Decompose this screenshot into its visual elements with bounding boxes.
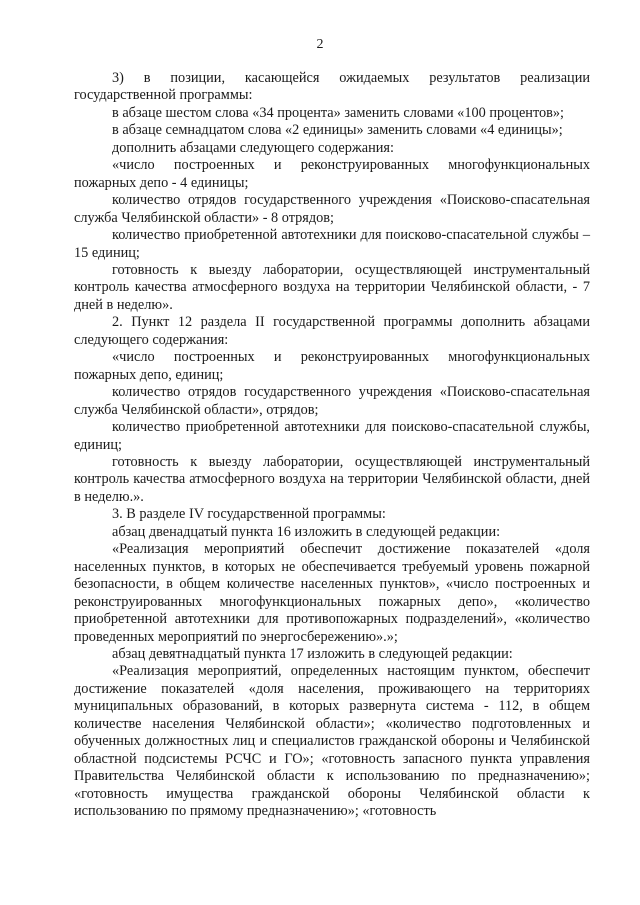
paragraph: количество приобретенной автотехники для поисково-спасательной службы, единиц; [74, 419, 590, 453]
paragraph: 3. В разделе IV государственной программы: [112, 506, 386, 523]
paragraph: «Реализация мероприятий, определенных настоящим пунктом, обеспечит достижение показателей «доля населения, проживающего на территориях муниципальных образований, в которых развернута система - 112, в общем количестве населения Челябинской области»; «количество подготовленных и обученных должностных лиц и специалистов гражданской обороны и Челябинской областной подсистемы РСЧС и ГО»; «готовность запасного пункта управления Правительства Челябинской области к использованию по предназначению»; «готовность имущества гражданской обороны Челябинской области к использованию по прямому предназначению»; «готовность [74, 663, 590, 820]
paragraph: количество отрядов государственного учреждения «Поисково-спасательная служба Челябинской области» - 8 отрядов; [74, 192, 590, 226]
paragraph: количество приобретенной автотехники для поисково-спасательной службы – 15 единиц; [74, 227, 590, 261]
document-body [74, 70, 590, 820]
paragraph: абзац девятнадцатый пункта 17 изложить в следующей редакции: [112, 645, 513, 662]
paragraph: «Реализация мероприятий обеспечит достижение показателей «доля населенных пунктов, в которых не обеспечивается требуемый уровень пожарной безопасности, в общем количестве населенных пунктов», «число построенных и реконструированных многофункциональных пожарных депо», «количество приобретенной автотехники для противопожарных подразделений», «количество проведенных мероприятий по энергосбережению».»; [74, 541, 590, 645]
paragraph: в абзаце шестом слова «34 процента» заменить словами «100 процентов»; [112, 104, 565, 121]
paragraph: «число построенных и реконструированных многофункциональных пожарных депо - 4 единицы; [74, 157, 590, 191]
paragraph: готовность к выезду лаборатории, осуществляющей инструментальный контроль качества атмосферного воздуха на территории Челябинской области, дней в неделю.». [74, 453, 590, 505]
paragraph: готовность к выезду лаборатории, осуществляющей инструментальный контроль качества атмосферного воздуха на территории Челябинской области, - 7 дней в неделю». [74, 261, 590, 313]
page-number: 2 [316, 37, 324, 52]
paragraph: 2. Пункт 12 раздела II государственной программы дополнить абзацами следующего содержания: [74, 314, 590, 348]
paragraph: в абзаце семнадцатом слова «2 единицы» заменить словами «4 единицы»; [112, 122, 563, 139]
paragraph: «число построенных и реконструированных многофункциональных пожарных депо, единиц; [74, 349, 590, 383]
paragraph: дополнить абзацами следующего содержания: [112, 139, 394, 156]
paragraph: количество отрядов государственного учреждения «Поисково-спасательная служба Челябинской области», отрядов; [74, 384, 590, 418]
paragraph: абзац двенадцатый пункта 16 изложить в следующей редакции: [112, 523, 501, 540]
paragraph: 3) в позиции, касающейся ожидаемых результатов реализации государственной программы: [74, 70, 590, 104]
